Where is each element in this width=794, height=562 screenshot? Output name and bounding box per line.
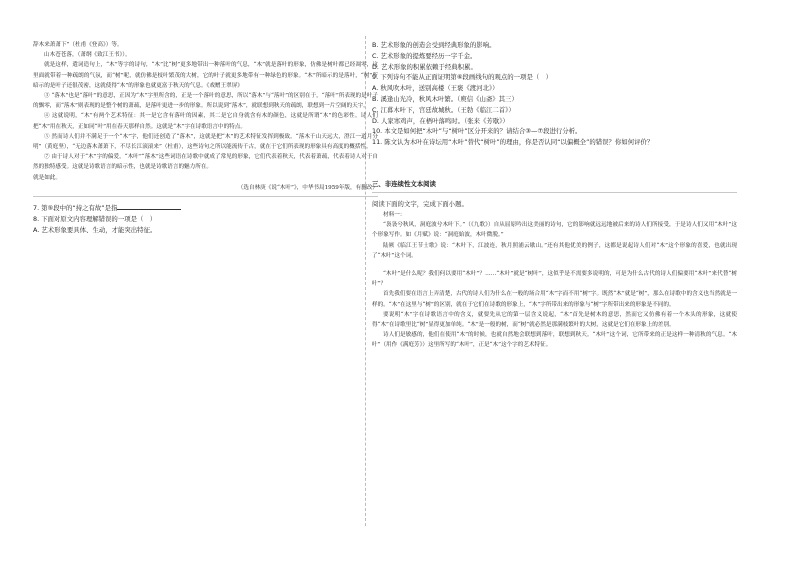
paragraph: “袅袅兮秋风，洞庭波兮木叶下。”（《九歌》）自从屈原吟出这美丽的诗句，它的影响就远远地被后来的诗人们所接受，于是诗人们又用“木叶”这个形象写作。如《月赋》说：“洞庭始波，木叶微脱。” xyxy=(372,222,737,239)
paragraph: 山木苍苍落，（萧纲《致江王书》）。 xyxy=(44,52,131,59)
option-b: B. 艺术形象的创造会受到经典形象的影响。 xyxy=(372,41,496,49)
horizontal-rule xyxy=(33,196,378,197)
paragraph: ④ 这就说明，“木”有两个艺术特征：其一是它含有落叶的因素，其二是它自身就含有木的颜色，这就是所谓“木”的色彩性。诗人们把“木”用在秋天，正如同“叶”用在春天那样自然。这就是“木”字在诗歌语言中的特点。 xyxy=(33,113,378,130)
question-11: 11. 陈文认为木叶在诗坛用“木叶”替代“树叶”的理由，你是否认同“以偏概全”的错误？你如何评价？ xyxy=(372,138,654,147)
material-label: 材料一： xyxy=(383,211,406,218)
paragraph: 陆厥《临江王节士歌》说：“木叶下，江波连，秋月照浦云歇山。”还有其他优美的例子，这都是说起诗人们对“木”这个形象的喜爱，也就出现了“木叶”这个词。 xyxy=(372,242,737,259)
option-d: D. 艺术形象的积累依赖于经典积累。 xyxy=(372,62,477,71)
question-7: 7. 第⑤段中的“持之有故”是指 xyxy=(33,203,378,214)
option-c: C. 艺术形象的提炼要经历一字千金。 xyxy=(372,51,477,60)
paragraph: 就是这样，遣词造句上，“木”等字的诗句，“木”比“树”更多地带出一种落叶的气息，“木”就是落叶的形象，仿佛是树叶都已经凋零，这里面就带着一种疏朗的气氛，而“树”呢，就仿佛是枝叶繁茂的大树，它的叶子就更多地带有一种绿色的形象。“木”所暗示的是落叶，“树”所暗示的是叶子还很茂密，这就使得“木”的形象也就更富于秋天的气息。《戏赠王翠屏》 xyxy=(33,62,378,89)
left-column xyxy=(33,40,378,235)
source-citation: （选自林庚《说“木叶”》，中华书局1959年版，有删改） xyxy=(237,184,378,191)
paragraph: ⑤ 然而诗人们并不满足于一个“木”字，他们还创造了“落木”，这就是把“木”的艺术特征发挥到极致。“落木千山天远大，澄江一道月分明”（黄庭坚），“无边落木萧萧下，不尽长江滚滚来”（杜甫），这些诗句之所以能流传千古，就在于它们所表现的形象具有高度的概括性。 xyxy=(33,133,378,151)
option-b: B. 溪逢山光冷，秋风木叶繁。（庾信《山斋》其三） xyxy=(372,94,518,103)
question-10: 10. 本文是如何把“木叶”与“树叶”区分开来的？请结合③—⑦段进行分析。 xyxy=(372,127,582,136)
option-d: D. 人家寒鸡声，在梧叶落鸣时。（张来《芳歇》） xyxy=(372,116,509,125)
paragraph: 要说明“木”字在诗歌语言中的含义，就要先从它的第一层含义说起，“木”首先是树木的意思，然而它又仿佛有着一个木头的形象，这就使得“木”在诗歌里比“树”显得更加单纯。“木”是一般的树，而“树”就必然是那满枝繁叶的大树，这就是它们在形象上的差别。 xyxy=(372,311,737,328)
paragraph: ③ “落木”也是“落叶”的意思，正因为“木”字里所含的，正是一个落叶的意思，所以“落木”与“落叶”的区别在于，“落叶”所表现的是叶子的飘零，而“落木”则表现的是整个树的萧疏，是落叶更进一步的形象。所以说到“落木”，就联想到秋天的疏朗，联想到一片空阔的天宇。 xyxy=(33,93,378,110)
instruction: 阅读下面的文字，完成下面小题。 xyxy=(372,200,468,209)
option-a: A. 艺术形象要具体、生动，才能突出特征。 xyxy=(33,225,157,234)
paragraph: 辞木来萧萧下”（杜甫《登高》）等。 xyxy=(33,42,123,48)
section-heading: 三、非连续性文本阅读 xyxy=(372,179,436,188)
question-8: 8. 下面对原文内容理解错误的一项是（ ） xyxy=(33,214,157,223)
paragraph: 诗人们是敏感的，他们在使用“木”的时候，也就自然地会联想到落叶，联想到秋天。“木叶”这个词，它所带来的正是这样一种清秋的气息。“木叶”（用作《满庭芳》）这里所写的“木叶”，正是“木”这个字的艺术特征。 xyxy=(372,332,737,349)
right-column xyxy=(372,40,737,351)
horizontal-rule xyxy=(372,192,737,193)
paragraph: 就是如此。 xyxy=(33,174,61,181)
option-c: C. 江暮木叶下，宫廷故城秋。（王勃《临江二首》） xyxy=(372,105,515,114)
option-a: A. 秋风吹木叶，送别高楼（王褒《渡河北》） xyxy=(372,84,499,93)
paragraph: ⑦ 由于诗人对于“木”字的偏爱，“木叶”“落木”这些词语在诗歌中就成了常见的形象，它们代表着秋天，代表着萧疏，代表着诗人对于自然的独特感受。这就是诗歌语言的暗示性，也就是诗歌语言的魅力所在。 xyxy=(33,154,378,171)
answer-blank[interactable] xyxy=(117,203,181,210)
paragraph: 首先我们要在语言上弄清楚，古代的诗人们为什么在一般的场合用“木”字而不用“树”字。既然“木”就是“树”，那么在诗歌中的含义也当然就是一样的。“木”在这里与“树”的区别，就在于它们在诗歌的形象上，“木”字所带出来的形象与“树”字所带出来的形象是不同的。 xyxy=(372,291,737,308)
paragraph: “木叶”是什么呢？我们何以要用“木叶”？……“木叶”就是“树叶”，这似乎是不需要多说明的，可是为什么古代的诗人们偏要用“木叶”来代替“树叶”？ xyxy=(372,270,737,288)
question-9: 9. 下列诗句不能从正面证明第⑥段画线句的观点的一项是（ ） xyxy=(372,73,553,82)
